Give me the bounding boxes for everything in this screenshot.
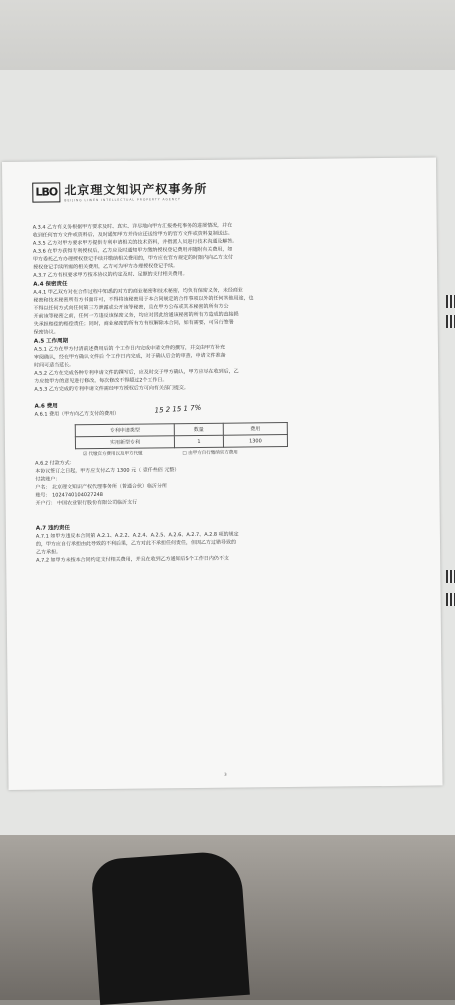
paragraph-line: 付款账户： bbox=[35, 476, 61, 483]
section-heading: A.5 工作周期 bbox=[33, 338, 69, 345]
payment-option: ☑ 代缴官方费用以及甲方代缴 bbox=[83, 451, 143, 458]
paragraph-line: 的，甲方应自行承担由此导致的不利后果，乙方对此不承担任何责任，但因乙方过错导致的 bbox=[35, 539, 237, 548]
section-heading: A.6 费用 bbox=[34, 403, 58, 410]
paragraph-line: A.3.7 乙方有权要求甲方按本协议的约定及时、足额的支付相关费用。 bbox=[33, 271, 188, 279]
paragraph-line: 方应按甲方的意见进行修改，每次修改不得超过2个工作日。 bbox=[34, 377, 168, 385]
paragraph-line: A.6.1 费用（甲方向乙方支付的费用） bbox=[34, 410, 120, 418]
paragraph-line: A.3.5 乙方对甲方要求甲方提供专利申请相关的技术资料，并指派人员进行技术沟通及解答。 bbox=[32, 238, 238, 247]
paragraph-line: 甲方委托乙方办理授权登记手续并缴纳相关费用的，甲方应在官方规定的时限内向乙方支付 bbox=[32, 254, 234, 263]
paragraph-line: 授权登记手续所需的相关费用，乙方可为甲方办理授权登记手续。 bbox=[33, 263, 179, 271]
paragraph-line: 失承担赔偿的赔偿责任；同时，商业秘密的所有方有权解除本合同，如有需要，可另行签署 bbox=[33, 319, 234, 328]
paragraph-line: 乙方承担。 bbox=[36, 549, 62, 556]
person-arm bbox=[90, 850, 250, 1005]
paragraph-line: 开户行： 中国农业银行股份有限公司临沂支行 bbox=[35, 499, 138, 507]
qr-code-icon bbox=[446, 315, 455, 328]
qr-code-icon bbox=[446, 295, 455, 308]
paragraph-line: 户名： 北京理文知识产权代理事务所（普通合伙）临沂分所 bbox=[35, 483, 168, 491]
paragraph-line: A.7.2 如甲方未按本合同约定支付相关费用，并且在收到乙方通知后5个工作日内仍不支 bbox=[36, 555, 229, 564]
section-heading: A.7 违约责任 bbox=[35, 525, 71, 532]
paragraph-line: 收到任何官方文件或资料后，及时通知甲方并待应还送给甲方的官方文件或资料复制送达。 bbox=[32, 230, 233, 239]
paragraph-line: 开前该等秘密之前，任何一方违反该保密义务，均应对因此给通该秘密的所有方造成的直接损 bbox=[33, 311, 239, 320]
table-header-cell: 专利申请类型 bbox=[75, 424, 174, 437]
background-wall bbox=[0, 0, 455, 70]
paragraph-line: A.5.1 乙方在甲方付清前述费用后的 个工作日内完成申请文件的撰写，并交由甲方补充 bbox=[33, 344, 226, 353]
paragraph-line: 时间可适当延长。 bbox=[34, 362, 75, 369]
paragraph-line: A.5.2 乙方在完成各种专利申请文件的撰写后，应及时交于甲方确认，甲方应尽在收到后，乙 bbox=[34, 368, 239, 377]
logo-mark: LBO bbox=[32, 182, 60, 202]
fee-table bbox=[75, 422, 288, 449]
paragraph-line: 账号： 1024740104027248 bbox=[35, 491, 104, 499]
paragraph-line: A.6.2 付款方式： bbox=[35, 460, 75, 467]
paragraph-line: A.3.4 乙方有义务根据甲方要求及时、真实、详尽地向甲方汇报委托事务的进展情况，并在 bbox=[32, 222, 233, 231]
paragraph-line: A.4.1 甲乙双方对在合作过程中知悉的对方的商业秘密和技术秘密，均负有保密义务，未经商业 bbox=[33, 287, 243, 296]
company-name: 北京理文知识产权事务所 bbox=[64, 181, 208, 198]
paragraph-line: 审阅确认，经在甲方确认文件后 个工作日内完成，对于确认后会的审查，申请文件准备 bbox=[34, 352, 226, 361]
section-heading: A.4 保密责任 bbox=[33, 281, 68, 288]
paragraph-line: A.3.6 在甲方获得专利授权后，乙方应及时通知甲方缴纳授权登记费用并随附有关费用，如 bbox=[32, 246, 233, 255]
page-number: 3 bbox=[224, 771, 227, 777]
paragraph-line: 本协议签订之日起，甲方应支付乙方 1300 元（ 壹仟叁佰 元整） bbox=[35, 467, 180, 475]
table-header-cell: 数量 bbox=[174, 423, 223, 436]
payment-option: □ 由甲方自行缴纳官方费用 bbox=[182, 450, 238, 457]
paragraph-line: A.7.1 如甲方违反本合同第 A.2.1、A.2.2、A.2.4、A.2.5、A.2.6、A.2.7、A.2.8 项的规定 bbox=[35, 531, 239, 540]
qr-code-icon bbox=[446, 570, 455, 583]
handwritten-note: 15 2 15 1 7% bbox=[154, 403, 202, 415]
table-cell: 实用新型专利 bbox=[75, 436, 174, 449]
paragraph-line: 不得以任何方式向任何第三方泄露或公开该等秘密，且在甲方公布或其本秘密的所有方公 bbox=[33, 303, 229, 312]
table-row bbox=[75, 435, 287, 449]
company-logo bbox=[32, 180, 207, 203]
company-name-en: BEIJING LIWEN INTELLECTUAL PROPERTY AGENCY bbox=[64, 197, 181, 203]
table-header-cell: 费用 bbox=[223, 423, 287, 436]
paragraph-line: 秘密和技术秘密所有方书面许可，不得将该秘密用于本合同规定的合作事项以外的任何其他用途，也 bbox=[33, 295, 254, 304]
paragraph-line: A.5.3 乙方完成的专利申请文件需经甲方授权后方可向有关部门提交。 bbox=[34, 385, 189, 393]
qr-code-icon bbox=[446, 593, 455, 606]
table-cell: 1 bbox=[174, 435, 223, 448]
table-cell: 1300 bbox=[223, 435, 287, 448]
paragraph-line: 保密协议。 bbox=[33, 329, 59, 336]
document-body bbox=[33, 220, 409, 565]
document-page bbox=[2, 157, 443, 790]
